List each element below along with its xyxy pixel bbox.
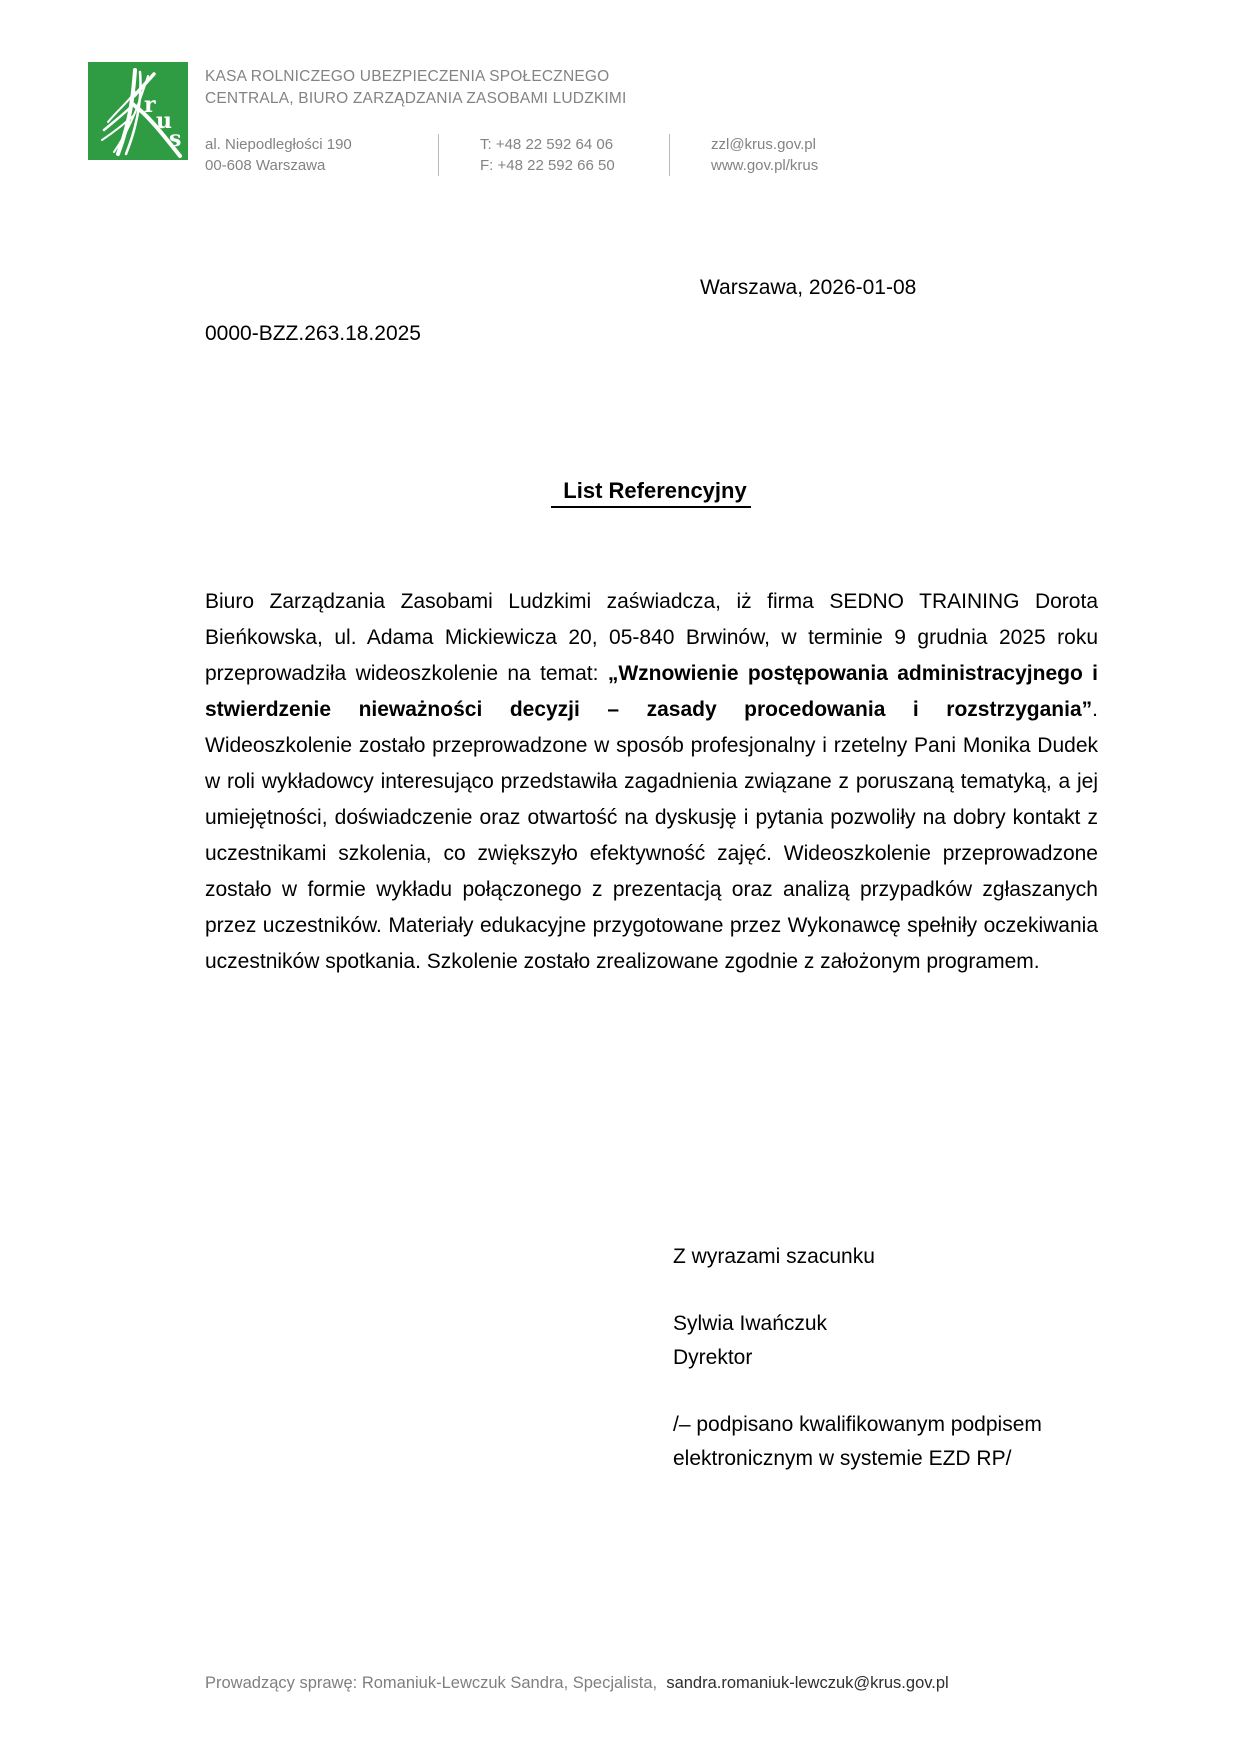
case-officer-footer [205, 1674, 949, 1693]
signature-gap [673, 1375, 1042, 1408]
contact-online [670, 134, 818, 176]
svg-text:s: s [169, 126, 182, 152]
body-text: Biuro Zarządzania Zasobami Ludzkimi zaświadcza, iż firma SEDNO TRAINING Dorota Bieńkowska, ul. Adama Mickiewicza 20, 05-840 Brwinów, w terminie 9 grudnia 2025 roku przeprowadziła wideoszkolenie na temat: [205, 590, 1098, 685]
place-date: Warszawa, 2026-01-08 [700, 276, 917, 299]
svg-text:u: u [156, 108, 172, 134]
address-line1: al. Niepodległości 190 [205, 136, 352, 153]
address-line2: 00-608 Warszawa [205, 157, 326, 174]
letter-title: List Referencyjny [551, 478, 750, 508]
signature-note-line1: /– podpisano kwalifikowanym podpisem [673, 1413, 1042, 1436]
reference-number: 0000-BZZ.263.18.2025 [205, 322, 421, 345]
letter-body [205, 584, 1098, 980]
email-address: zzl@krus.gov.pl [711, 136, 816, 153]
case-officer-email: sandra.romaniuk-lewczuk@krus.gov.pl [666, 1674, 949, 1692]
body-text-bold: „Wznowienie postępowania administracyjnego i stwierdzenie nieważności decyzji – zasady procedowania i rozstrzygania” [205, 662, 1098, 721]
krus-logo [88, 62, 188, 160]
signer-name: Sylwia Iwańczuk [673, 1312, 828, 1335]
body-text: . Wideoszkolenie zostało przeprowadzone w sposób profesjonalny i rzetelny Pani Monika Dudek w roli wykładowcy interesująco przedstawiła zagadnienia związane z poruszaną tematyką, a jej umiejętności, doświadczenie oraz otwartość na dyskusję i pytania pozwoliły na dobry kontakt z uczestnikami szkolenia, co zwiększyło efektywność zajęć. Wideoszkolenie przeprowadzone zostało w formie wykładu połączonego z prezentacją oraz analizą przypadków zgłaszanych przez uczestników. Materiały edukacyjne przygotowane przez Wykonawcę spełniły oczekiwania uczestników spotkania. Szkolenie zostało zrealizowane zgodnie z założonym programem. [205, 698, 1098, 973]
website-url: www.gov.pl/krus [711, 157, 819, 174]
signature-note-line2: elektronicznym w systemie EZD RP/ [673, 1447, 1012, 1470]
svg-text:r: r [144, 92, 156, 118]
contact-address [205, 134, 438, 176]
phone-number: T: +48 22 592 64 06 [480, 136, 614, 153]
signature-gap [673, 1274, 1042, 1307]
signer-title: Dyrektor [673, 1346, 753, 1369]
krus-logo-icon [88, 62, 188, 160]
case-officer-label: Prowadzący sprawę: Romaniuk-Lewczuk Sandra, Specjalista, [205, 1674, 658, 1692]
contact-phone-fax [439, 134, 669, 176]
org-name-block [205, 66, 627, 110]
org-name-line2: CENTRALA, BIURO ZARZĄDZANIA ZASOBAMI LUDZKIMI [205, 90, 627, 107]
contact-strip [205, 134, 818, 176]
org-name-line1: KASA ROLNICZEGO UBEZPIECZENIA SPOŁECZNEGO [205, 68, 610, 85]
signature-block [673, 1240, 1042, 1476]
letter-title-wrap [205, 478, 1097, 508]
closing-phrase: Z wyrazami szacunku [673, 1245, 875, 1268]
fax-number: F: +48 22 592 66 50 [480, 157, 615, 174]
